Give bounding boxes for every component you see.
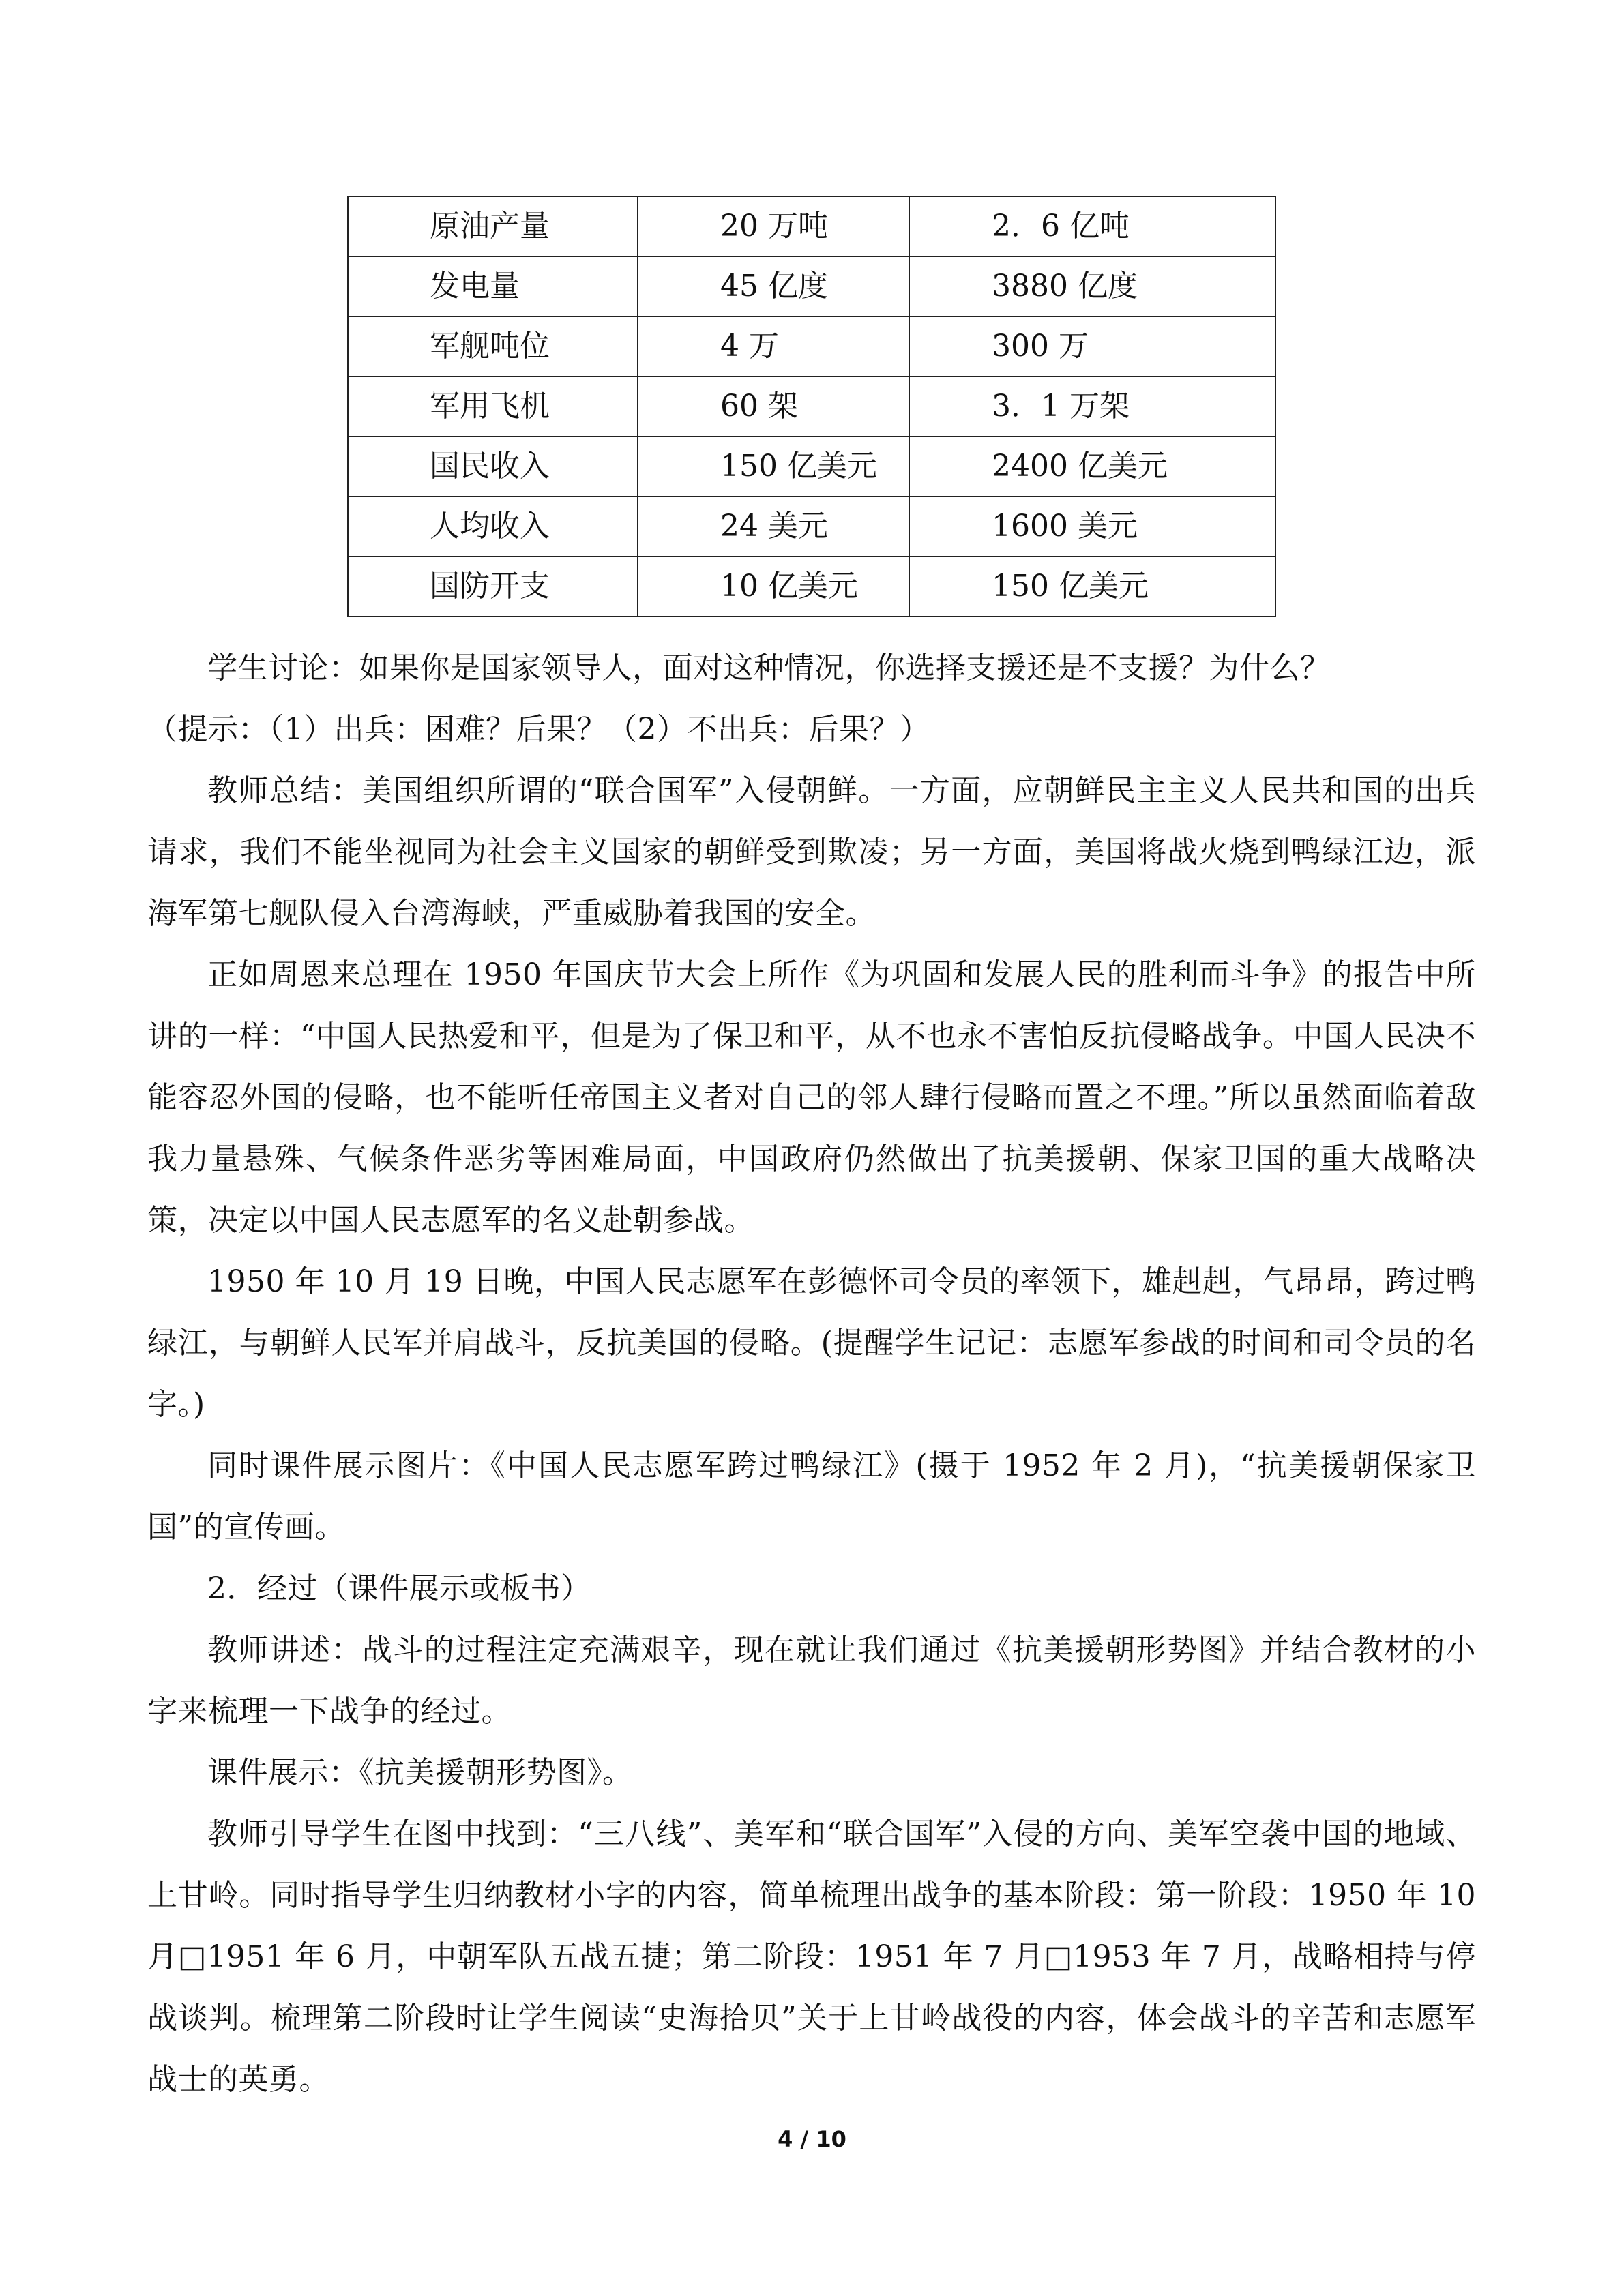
table-row [348,256,1275,316]
paragraph-student-discussion: 学生讨论：如果你是国家领导人，面对这种情况，你选择支援还是不支援？为什么？ [207,651,1331,685]
table-cell: 原油产量 [348,196,638,256]
paragraph-war-stages: 教师引导学生在图中找到：“三八线”、美军和“联合国军”入侵的方向、美军空袭中国的地域、上甘岭。同时指导学生归纳教材小字的内容，简单梳理出战争的基本阶段：第一阶段：1950 年 10 月□1951 年 6 月，中朝军队五战五捷；第二阶段：1951 年 7 月□1953 年 7 月，战略相持与停战谈判。梳理第二阶段时让学生阅读“史海拾贝”关于上甘岭战役的内容，体会战斗的辛苦和志愿军战士的英勇。 [147,1817,1477,2097]
table-row [348,436,1275,496]
table-cell: 国防开支 [348,556,638,616]
table-cell: 2．6 亿吨 [909,196,1275,256]
paragraph-teacher-narration: 教师讲述：战斗的过程注定充满艰辛，现在就让我们通过《抗美援朝形势图》并结合教材的小字来梳理一下战争的经过。 [147,1632,1476,1729]
table-cell: 300 万 [909,316,1275,376]
table-cell: 3880 亿度 [909,256,1275,316]
table-cell: 国民收入 [348,436,638,496]
comparison-table [347,196,1276,617]
table-cell: 10 亿美元 [638,556,909,616]
paragraph-teacher-summary: 教师总结：美国组织所谓的“联合国军”入侵朝鲜。一方面，应朝鲜民主主义人民共和国的出兵请求，我们不能坐视同为社会主义国家的朝鲜受到欺凌；另一方面，美国将战火烧到鸭绿江边，派海军第七舰队侵入台湾海峡，严重威胁着我国的安全。 [147,773,1476,931]
table-cell: 20 万吨 [638,196,909,256]
body-text [147,638,1476,2111]
paragraph-courseware-map: 课件展示：《抗美援朝形势图》。 [207,1755,633,1790]
section-heading-process: 2．经过（课件展示或板书） [207,1571,591,1606]
table-cell: 150 亿美元 [638,436,909,496]
table-cell: 发电量 [348,256,638,316]
table-cell: 2400 亿美元 [909,436,1275,496]
paragraph-courseware-images: 同时课件展示图片：《中国人民志愿军跨过鸭绿江》(摄于 1952 年 2 月)，“抗美援朝保家卫国”的宣传画。 [147,1448,1476,1545]
table-cell: 1600 美元 [909,496,1275,556]
table-cell: 人均收入 [348,496,638,556]
table-cell: 4 万 [638,316,909,376]
paragraph-hint: （提示：（1）出兵：困难？后果？（2）不出兵：后果？） [147,712,930,747]
table-row [348,376,1275,436]
table-cell: 150 亿美元 [909,556,1275,616]
table-cell: 军用飞机 [348,376,638,436]
paragraph-crossing-yalu: 1950 年 10 月 19 日晚，中国人民志愿军在彭德怀司令员的率领下，雄赳赳，气昂昂，跨过鸭绿江，与朝鲜人民军并肩战斗，反抗美国的侵略。(提醒学生记记：志愿军参战的时间和司令员的名字。) [147,1264,1476,1422]
table-cell: 军舰吨位 [348,316,638,376]
table-row [348,496,1275,556]
paragraph-zhou-enlai-quote: 正如周恩来总理在 1950 年国庆节大会上所作《为巩固和发展人民的胜利而斗争》的报告中所讲的一样：“中国人民热爱和平，但是为了保卫和平，从不也永不害怕反抗侵略战争。中国人民决不能容忍外国的侵略，也不能听任帝国主义者对自己的邻人肆行侵略而置之不理。”所以虽然面临着敌我力量悬殊、气候条件恶劣等困难局面，中国政府仍然做出了抗美援朝、保家卫国的重大战略决策，决定以中国人民志愿军的名义赴朝参战。 [147,957,1476,1238]
table-cell: 24 美元 [638,496,909,556]
table-cell: 3．1 万架 [909,376,1275,436]
table-row [348,196,1275,256]
page-number: 4 / 10 [778,2126,846,2152]
table-cell: 60 架 [638,376,909,436]
table-row [348,556,1275,616]
table-row [348,316,1275,376]
table-cell: 45 亿度 [638,256,909,316]
